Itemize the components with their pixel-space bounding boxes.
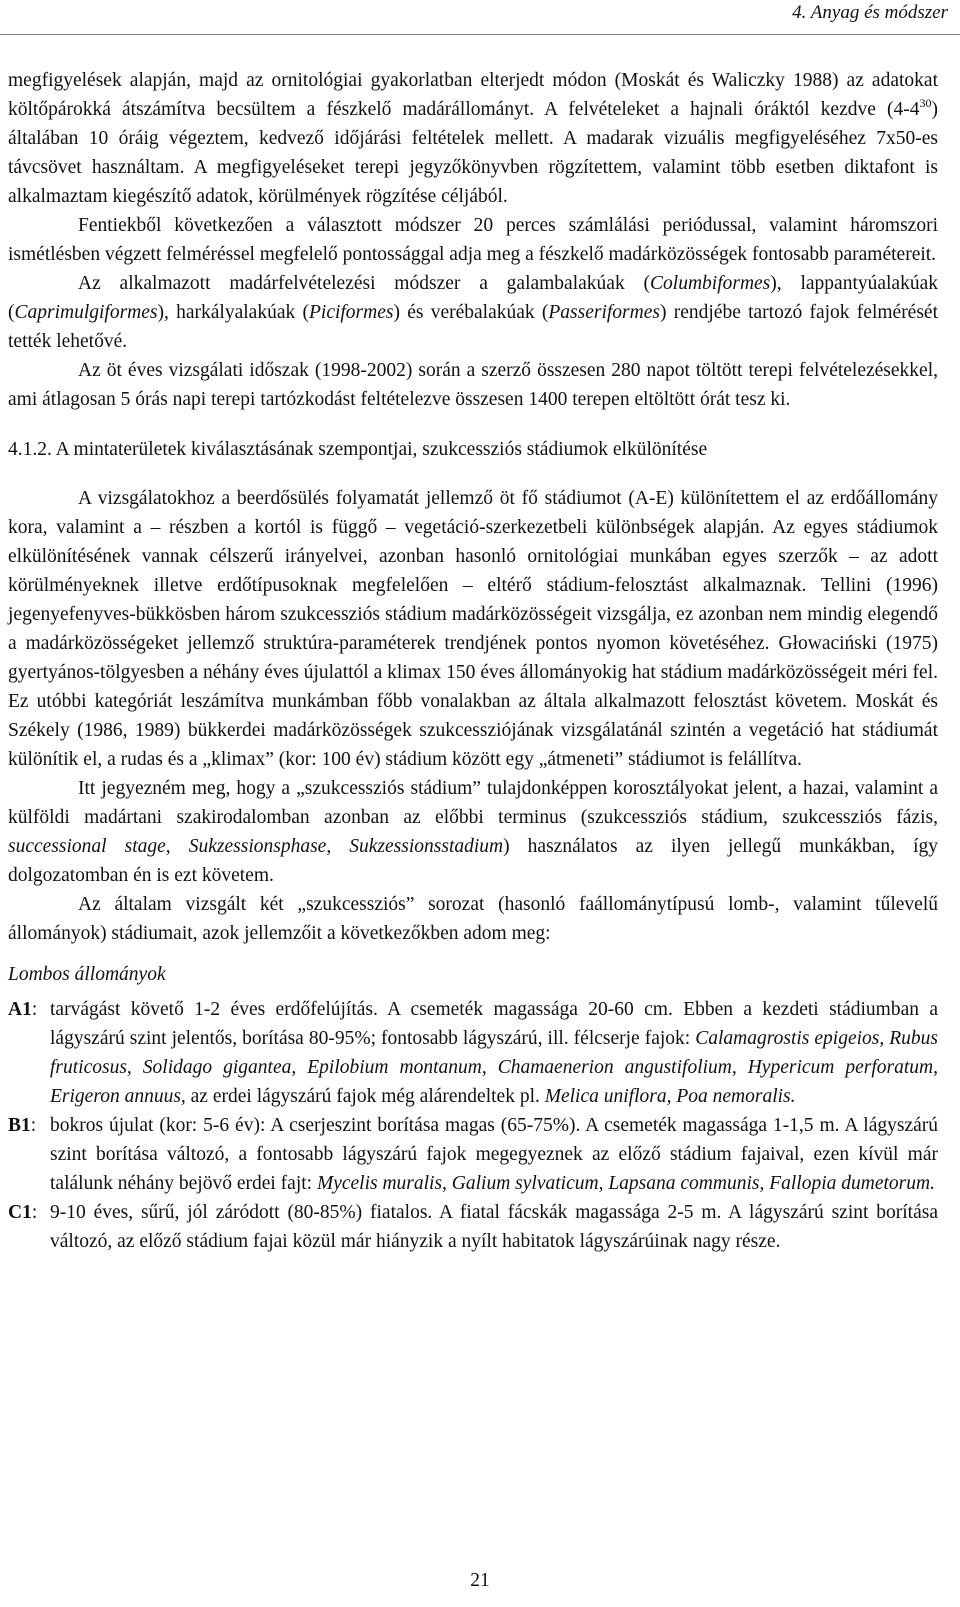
section-heading: 4.1.2. A mintaterületek kiválasztásának szempontjai, szukcessziós stádiumok elkülönítése [8,439,708,460]
stage-item-b1 [8,1111,938,1198]
superscript: 30 [919,96,932,110]
stage-description: tarvágást követő 1-2 éves erdőfelújítás. A csemeték magassága 20-60 cm. Ebben a kezdeti stádiumban a lágyszárú szint jelentős, borítása 80-95%; fontosabb lágyszárú, ill. félcserje fajok: Calamagrostis epigeios, Rubus fruticosus, Solidago gigantea, Epilobium montanum, Chamaenerion angustifolium, Hypericum perforatum, Erigeron annuus, az erdei lágyszárú fajok még alárendeltek pl. Melica uniflora, Poa nemoralis. [50,999,939,1107]
paragraph: Az általam vizsgált két „szukcessziós” sorozat (hasonló faállománytípusú lomb-, valamint tűlevelű állományok) stádiumait, azok jellemzőit a következőkben adom meg: [8,894,938,944]
paragraph: Itt jegyezném meg, hogy a „szukcessziós stádium” tulajdonképpen korosztályokat jelent, a hazai, valamint a külföldi madártani szakirodalomban azonban az előbbi terminus (szukcessziós stádium, szukcessziós fázis, successional stage, Sukzessionsphase, Sukzessionsstadium) használatos az ilyen jellegű munkákban, így dolgozatomban én is ezt követem. [8,778,939,886]
header-rule [0,34,960,35]
running-title: 4. Anyag és módszer [792,2,948,23]
paragraph: Az öt éves vizsgálati időszak (1998-2002) során a szerző összesen 280 napot töltött terepi felvételezésekkel, ami átlagosan 5 órás napi terepi tartózkodást feltételezve összesen 1400 terepen eltöltött órát tesz ki. [8,360,938,410]
paragraph: megfigyelések alapján, majd az ornitológiai gyakorlatban elterjedt módon (Moskát és Waliczky 1988) az adatokat költőpárokká átszámítva becsültem a fészkelő madárállományt. A felvételeket a hajnali óráktól kezdve $(4-4^{30})$ általában 10 óráig végeztem, kedvező időjárási feltételek mellett. A madarak vizuális megfigyeléséhez 7x50-es távcsövet használtam. A megfigyeléseket terepi jegyzőkönyvben rögzítettem, valamint több esetben diktafont is alkalmaztam kiegészítő adatok, körülmények rögzítése céljából. [8,70,938,207]
stage-description: 9-10 éves, sűrű, jól záródott (80-85%) fiatalos. A fiatal fácskák magassága 2-5 m. A lágyszárú szint borítása változó, az előző stádium fajai közül már hiányzik a nyílt habitatok lágyszárúinak nagy része. [50,1202,938,1252]
subheading: Lombos állományok [8,964,166,985]
stage-item-a1 [8,995,938,1111]
stage-code: C1: [8,1202,38,1223]
stage-description: bokros újulat (kor: 5-6 év): A cserjeszint borítása magas (65-75%). A csemeték magassága 1-1,5 m. A lágyszárú szint borítása változó, a fontosabb lágyszárú fajok megegyeznek az előző stádium fajaival, ezen kívül már találunk néhány bejövő erdei fajt: Mycelis muralis, Galium sylvaticum, Lapsana communis, Fallopia dumetorum. [50,1115,938,1194]
paragraph: Az alkalmazott madárfelvételezési módszer a galambalakúak (Columbiformes), lappantyúalakúak (Caprimulgiformes), harkályalakúak (Piciformes) és verébalakúak (Passeriformes) rendjébe tartozó fajok felmérését tették lehetővé. [8,273,939,352]
paragraph: A vizsgálatokhoz a beerdősülés folyamatát jellemző öt fő stádiumot (A-E) különítettem el az erdőállomány kora, valamint a – részben a kortól is függő – vegetáció-szerkezetbeli különbségek alapján. Az egyes stádiumok elkülönítésének vannak célszerű irányelvei, azonban hasonló ornitológiai munkában egyes szerzők – az adott körülményeknek illetve erdőtípusoknak megfelelően – eltérő stádium-felosztást alkalmaznak. Tellini (1996) jegenyefenyves-bükkösben három szukcessziós stádium madárközösségeit vizsgálja, ez azonban nem mindig elegendő a madárközösségeket jellemző struktúra-paraméterek trendjének pontos nyomon követéséhez. Głowaciński (1975) gyertyános-tölgyesben a néhány éves újulattól a klimax 150 éves állományokig hat stádium madárközösségeit méri fel. Ez utóbbi kategóriát leszámítva munkámban főbb vonalakban az általa alkalmazott felosztást követem. Moskát és Székely (1986, 1989) bükkerdei madárközösségek szukcessziójának vizsgálatánál szintén a vegetáció hat stádiumát különítik el, a rudas és a „klimax” (kor: 100 év) stádium között egy „átmeneti” stádiumot is felállítva. [8,488,938,770]
stage-code: A1: [8,999,38,1020]
paragraph: Fentiekből következően a választott módszer 20 perces számlálási periódussal, valamint háromszori ismétlésben végzett felméréssel megfelelő pontossággal adja meg a fészkelő madárközösségek fontosabb paramétereit. [8,215,938,265]
stage-item-c1 [8,1198,938,1256]
page-body [8,66,938,1256]
stage-code: B1: [8,1115,37,1136]
page-number: 21 [470,1570,490,1591]
